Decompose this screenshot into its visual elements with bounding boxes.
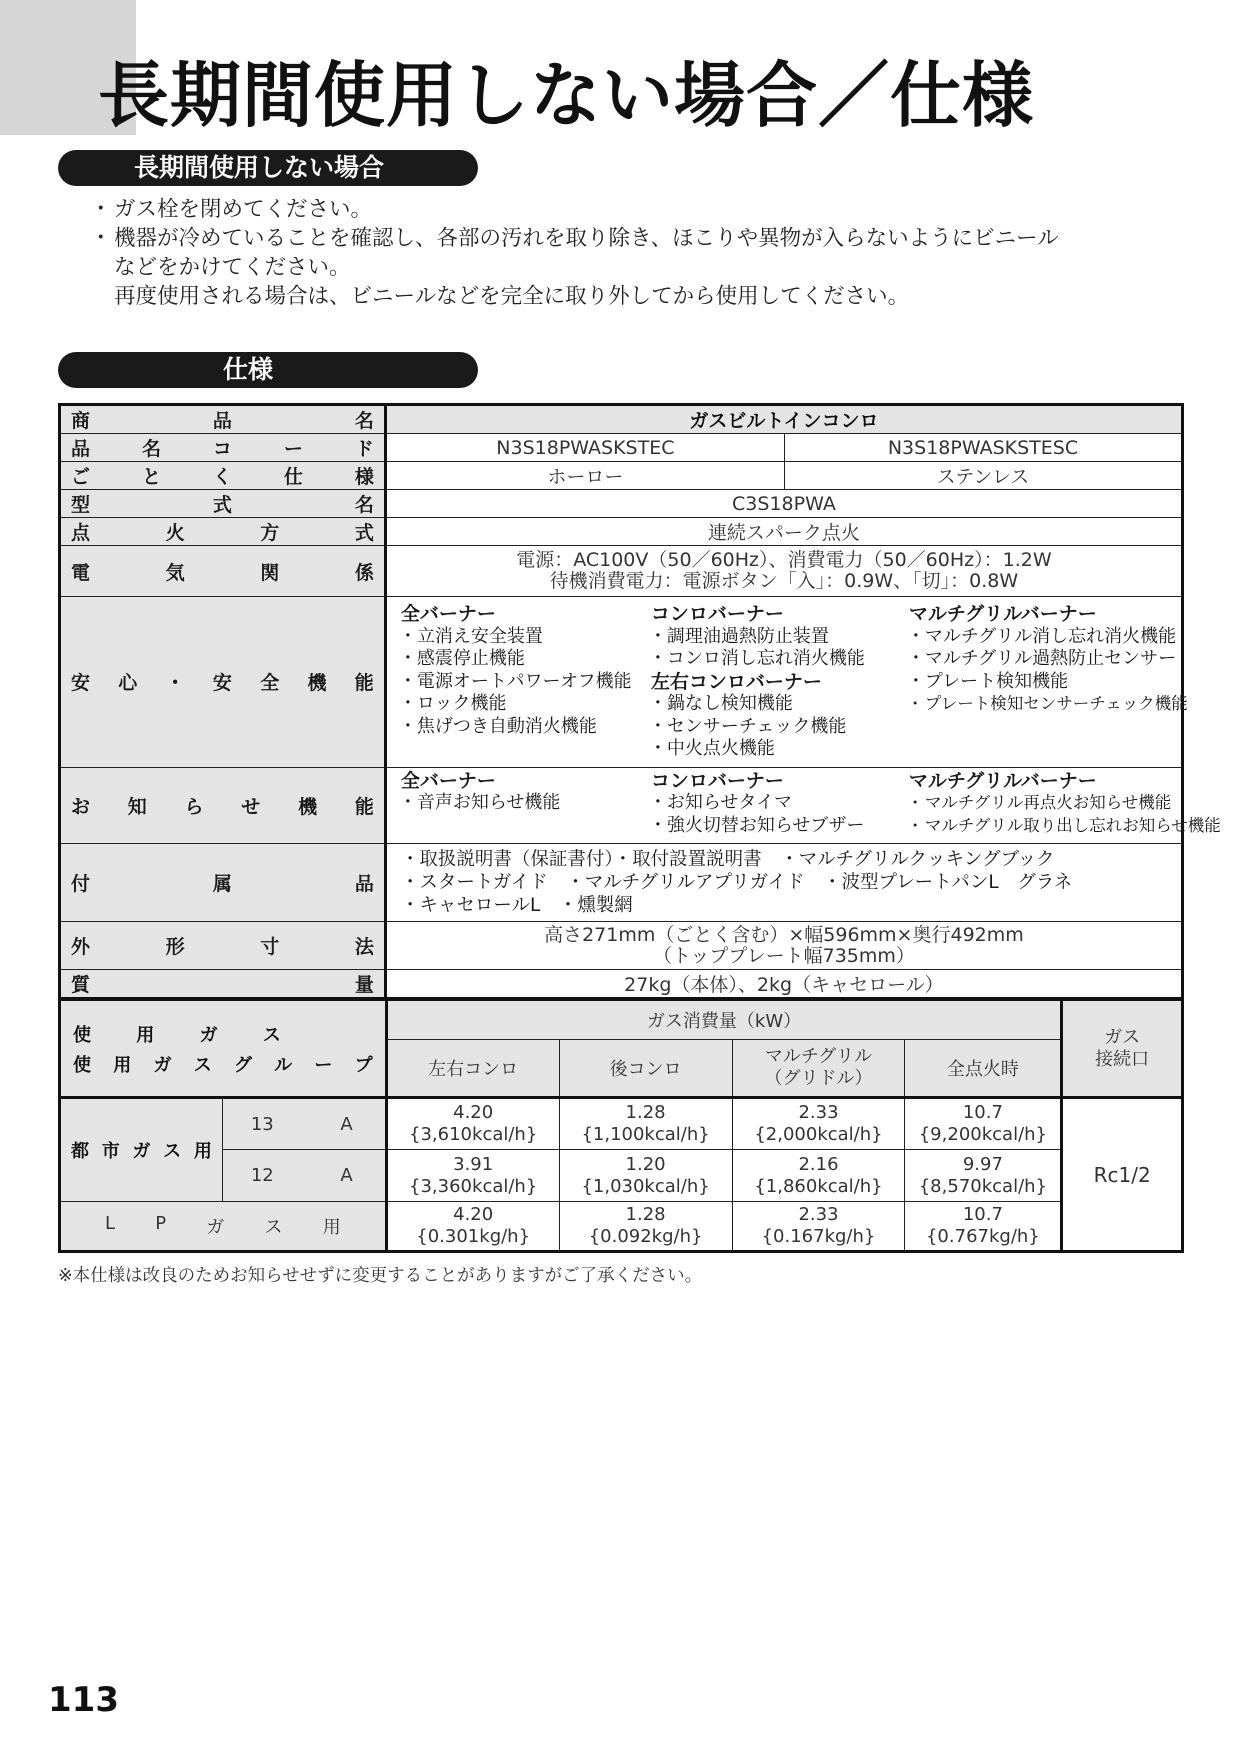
cell: 10.7 {9,200kcal/h} xyxy=(905,1098,1062,1150)
city-gas-label: 都 市 ガ ス 用 xyxy=(60,1098,223,1202)
notify-features xyxy=(385,767,1221,844)
table-row xyxy=(60,597,1183,768)
table-row xyxy=(60,1150,1183,1202)
spec-table xyxy=(58,403,1221,1000)
table-row xyxy=(60,844,1183,922)
table-row xyxy=(60,1000,1183,1040)
table-row xyxy=(60,970,1183,999)
bullet-continuation: などをかけてください。 xyxy=(114,255,351,280)
table-row xyxy=(60,546,1183,597)
cell: 1.28 {0.092kg/h} xyxy=(559,1202,732,1252)
cell: 2.33 {0.167kg/h} xyxy=(732,1202,905,1252)
row-label-notify: お 知 ら せ 機 能 xyxy=(60,767,386,844)
bullet-item: ・ ガス栓を閉めてください。 xyxy=(90,195,1059,224)
code-value-2: N3S18PWASKSTESC xyxy=(784,434,1182,462)
storage-instructions xyxy=(90,195,1059,311)
row-label-safety: 安 心 ・ 安 全 機 能 xyxy=(60,597,386,768)
cell: 2.16 {1,860kcal/h} xyxy=(732,1150,905,1202)
ignition-value: 連続スパーク点火 xyxy=(385,518,1182,546)
electric-value: 電源：AC100V（50／60Hz）、消費電力（50／60Hz）：1.2W 待機消費電力：電源ボタン「入」：0.9W、「切」：0.8W xyxy=(385,546,1182,597)
notify-col-grill-burner: マルチグリルバーナー ・ マルチグリル再点火お知らせ機能 ・ マルチグリル取り出し忘れお知らせ機能 xyxy=(909,770,1221,838)
dimensions-value: 高さ271mm（ごとく含む）×幅596mm×奥行492mm （トッププレート幅735mm） xyxy=(385,922,1182,970)
table-row xyxy=(60,434,1183,462)
model-value: C3S18PWA xyxy=(385,490,1182,518)
page-number: 113 xyxy=(48,1680,119,1720)
safety-features xyxy=(385,597,1188,768)
safety-col-grill-burner: マルチグリルバーナー ・ マルチグリル消し忘れ消火機能 ・ マルチグリル過熱防止センサー ・ プレート検知機能 ・ プレート検知センサーチェック機能 xyxy=(909,603,1188,761)
connection-header: ガス 接続口 xyxy=(1062,1000,1183,1098)
col-header-side-burners: 左右コンロ xyxy=(386,1040,559,1098)
col-header-all-on: 全点火時 xyxy=(905,1040,1062,1098)
cell: 4.20 {0.301kg/h} xyxy=(386,1202,559,1252)
cell: 2.33 {2,000kcal/h} xyxy=(732,1098,905,1150)
row-label-weight: 質 量 xyxy=(60,970,386,999)
gas-group-12a: 12 A xyxy=(222,1150,386,1202)
table-row xyxy=(60,405,1183,434)
cell: 10.7 {0.767kg/h} xyxy=(905,1202,1062,1252)
gas-type-header: 使 用 ガ ス 使 用 ガ ス グ ル ー プ xyxy=(60,1000,387,1098)
gotoku-value-2: ステンレス xyxy=(784,462,1182,490)
section-heading-specs: 仕様 xyxy=(58,352,478,388)
cell: 4.20 {3,610kcal/h} xyxy=(386,1098,559,1150)
row-label-code: 品 名 コ ー ド xyxy=(60,434,386,462)
col-header-multi-grill: マルチグリル （グリドル） xyxy=(732,1040,905,1098)
accessories-list: ・取扱説明書（保証書付）・取付設置説明書 ・マルチグリルクッキングブック ・スタートガイド ・マルチグリルアプリガイド ・波型プレートパンL グラネ ・キャセロールL ・燻製網 xyxy=(385,844,1182,922)
safety-col-all-burners: 全バーナー ・ 立消え安全装置 ・ 感震停止機能 ・ 電源オートパワーオフ機能 ・ ロック機能 ・ 焦げつき自動消火機能 xyxy=(401,603,651,761)
table-row xyxy=(60,922,1183,970)
weight-value: 27kg（本体）、2kg（キャセロール） xyxy=(385,970,1182,999)
row-label-dimensions: 外 形 寸 法 xyxy=(60,922,386,970)
table-row xyxy=(60,1098,1183,1150)
table-row xyxy=(60,462,1183,490)
gotoku-value-1: ホーロー xyxy=(385,462,784,490)
row-label-accessories: 付 属 品 xyxy=(60,844,386,922)
safety-col-stove-burners: コンロバーナー ・ 調理油過熱防止装置 ・ コンロ消し忘れ消火機能 左右コンロバーナー ・ 鍋なし検知機能 ・ センサーチェック機能 ・ 中火点火機能 xyxy=(651,603,909,761)
cell: 3.91 {3,360kcal/h} xyxy=(386,1150,559,1202)
consumption-header: ガス消費量（kW） xyxy=(386,1000,1062,1040)
table-row xyxy=(60,767,1183,844)
cell: 9.97 {8,570kcal/h} xyxy=(905,1150,1062,1202)
row-label-product: 商 品 名 xyxy=(60,405,386,434)
notify-col-all-burners: 全バーナー ・ 音声お知らせ機能 xyxy=(401,770,651,838)
col-header-rear-burner: 後コンロ xyxy=(559,1040,732,1098)
connection-value: Rc1/2 xyxy=(1062,1098,1183,1252)
gas-group-13a: 13 A xyxy=(222,1098,386,1150)
row-label-ignition: 点 火 方 式 xyxy=(60,518,386,546)
footnote: ※本仕様は改良のためお知らせせずに変更することがありますがご了承ください。 xyxy=(58,1266,703,1286)
lp-gas-label: L P ガ ス 用 xyxy=(60,1202,387,1252)
bullet-item: ・ 機器が冷めていることを確認し、各部の汚れを取り除き、ほこりや異物が入らないようにビニール xyxy=(90,224,1059,253)
row-label-electric: 電 気 関 係 xyxy=(60,546,386,597)
table-row xyxy=(60,1202,1183,1252)
section-heading-storage: 長期間使用しない場合 xyxy=(58,150,478,186)
cell: 1.20 {1,030kcal/h} xyxy=(559,1150,732,1202)
product-value: ガスビルトインコンロ xyxy=(385,405,1182,434)
page-title: 長期間使用しない場合／仕様 xyxy=(98,54,1035,137)
row-label-gotoku: ご と く 仕 様 xyxy=(60,462,386,490)
table-row xyxy=(60,518,1183,546)
code-value-1: N3S18PWASKSTEC xyxy=(385,434,784,462)
gas-consumption-table xyxy=(58,998,1184,1253)
cell: 1.28 {1,100kcal/h} xyxy=(559,1098,732,1150)
notify-col-stove-burners: コンロバーナー ・ お知らせタイマ ・ 強火切替お知らせブザー xyxy=(651,770,909,838)
row-label-model: 型 式 名 xyxy=(60,490,386,518)
table-row xyxy=(60,490,1183,518)
bullet-continuation: 再度使用される場合は、ビニールなどを完全に取り外してから使用してください。 xyxy=(114,284,910,309)
